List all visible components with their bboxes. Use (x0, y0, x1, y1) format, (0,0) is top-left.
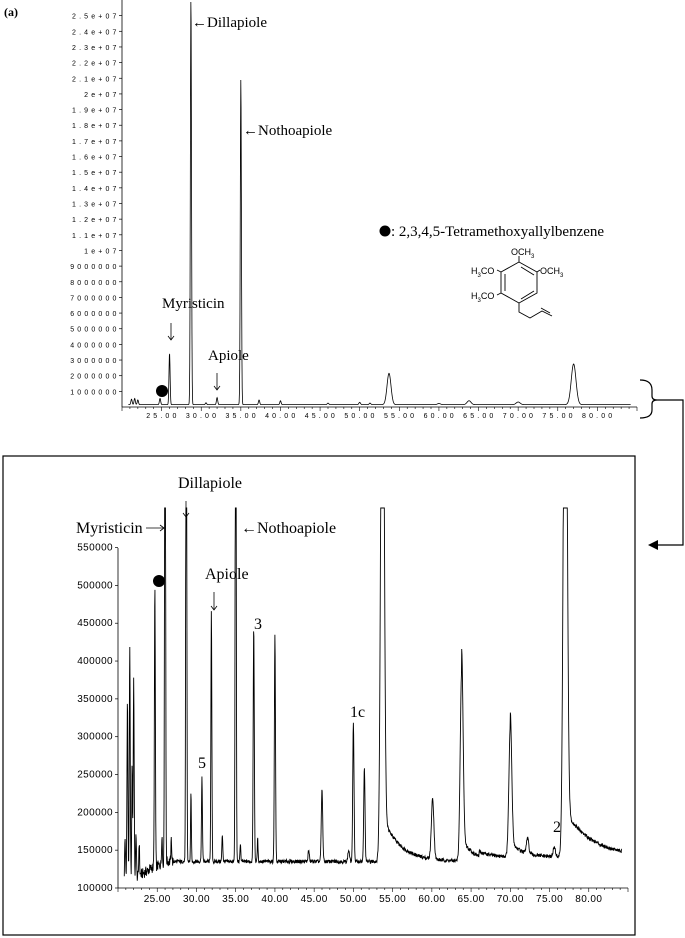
top-y-tick-label: 1 . 4 e + 0 7 (72, 185, 117, 193)
bottom-x-tick-label: 65.00 (457, 894, 485, 905)
bottom-x-tick-label: 50.00 (339, 894, 367, 905)
panel-label: (a) (4, 5, 18, 19)
bottom-x-tick-label: 25.00 (143, 894, 171, 905)
bottom-x-tick-label: 80.00 (575, 894, 603, 905)
top-x-tick-label: 7 0 . 0 0 (502, 413, 534, 420)
top-label-nothoapiole: ←Nothoapiole (243, 123, 333, 139)
top-x-tick-label: 3 0 . 0 0 (185, 413, 217, 420)
top-y-tick-label: 2 . 3 e + 0 7 (72, 44, 117, 52)
top-x-tick-label: 8 0 . 0 0 (582, 413, 613, 420)
chem-left-lower-label: $H_3CO$ (471, 291, 495, 304)
chem-right-upper-label: $OCH_3$ (540, 266, 564, 279)
top-y-tick-label: 2 . 1 e + 0 7 (72, 76, 117, 84)
bottom-label-nothoapiole: ←Nothoapiole (241, 520, 337, 537)
connector-arrowhead (648, 540, 658, 550)
top-y-tick-label: 1 e + 0 7 (84, 248, 117, 256)
bottom-label-1c: 1c (350, 704, 366, 721)
top-x-tick-label: 5 5 . 0 0 (383, 413, 415, 420)
top-y-tick-label: 1 . 9 e + 0 7 (72, 107, 117, 115)
top-label-dillapiole: ←Dillapiole (192, 15, 267, 31)
chem-top-label: $OCH_3$ (511, 247, 535, 260)
top-trace-line (128, 2, 630, 405)
ring-double-bond-2 (521, 267, 534, 275)
chem-left-upper-label: $H_3CO$ (471, 266, 495, 279)
top-y-tick-label: 2 0 0 0 0 0 0 (70, 373, 117, 381)
top-x-tick-label: 3 5 . 0 0 (225, 413, 257, 420)
top-y-tick-label: 1 . 1 e + 0 7 (72, 232, 117, 240)
bottom-y-tick-label: 550000 (77, 542, 113, 554)
bond-left-upper (497, 270, 501, 272)
top-chart (70, 0, 683, 550)
top-y-tick-label: 7 0 0 0 0 0 0 (70, 295, 117, 303)
bottom-y-tick-label: 250000 (77, 769, 113, 781)
top-x-tick-label: 6 0 . 0 0 (423, 413, 455, 420)
top-y-tick-label: 5 0 0 0 0 0 0 (70, 326, 117, 334)
top-y-tick-label: 1 . 2 e + 0 7 (72, 217, 117, 225)
top-y-tick-label: 1 . 8 e + 0 7 (72, 123, 117, 131)
top-y-tick-label: 4 0 0 0 0 0 0 (70, 342, 117, 350)
bottom-y-tick-label: 350000 (77, 693, 113, 705)
bottom-y-tick-label: 450000 (77, 618, 113, 630)
bottom-x-tick-label: 70.00 (496, 894, 524, 905)
legend-marker (380, 226, 391, 237)
legend-text: : 2,3,4,5-Tetramethoxyallylbenzene (391, 224, 605, 240)
top-y-tick-label: 1 0 0 0 0 0 0 (70, 389, 117, 397)
top-y-tick-label: 2 . 4 e + 0 7 (72, 29, 117, 37)
bottom-x-tick-label: 45.00 (300, 894, 328, 905)
top-x-tick-label: 5 0 . 0 0 (344, 413, 376, 420)
top-x-tick-label: 7 5 . 0 0 (542, 413, 574, 420)
bottom-y-tick-label: 100000 (77, 883, 113, 894)
benzene-ring (501, 262, 537, 303)
top-x-tick-label: 4 0 . 0 0 (265, 413, 296, 420)
bottom-label-apiole: Apiole (205, 566, 249, 583)
bottom-x-tick-label: 60.00 (418, 894, 446, 905)
bottom-x-tick-label: 35.00 (222, 894, 250, 905)
bottom-label-2: 2 (553, 819, 561, 836)
bottom-trace-line (124, 508, 621, 881)
bottom-x-tick-label: 75.00 (536, 894, 564, 905)
bottom-x-tick-label: 55.00 (379, 894, 407, 905)
bottom-label-myristicin: Myristicin (76, 520, 143, 537)
bond-left-lower (497, 293, 501, 295)
bottom-y-tick-label: 150000 (77, 845, 113, 857)
top-tetramethoxy-marker (156, 385, 168, 397)
top-y-tick-label: 9 0 0 0 0 0 0 (70, 264, 117, 272)
top-label-apiole: Apiole (208, 348, 249, 364)
connector-line (656, 400, 683, 545)
top-x-tick-label: 6 5 . 0 0 (463, 413, 494, 420)
top-y-tick-label: 8 0 0 0 0 0 0 (70, 279, 117, 287)
chemical-structure (471, 247, 564, 318)
bottom-label-5: 5 (198, 755, 206, 772)
top-y-tick-label: 2 . 2 e + 0 7 (72, 60, 117, 68)
top-y-tick-label: 2 . 5 e + 0 7 (72, 13, 117, 21)
bottom-label-3: 3 (254, 616, 262, 633)
top-x-tick-label: 4 5 . 0 0 (304, 413, 336, 420)
top-label-myristicin: Myristicin (162, 296, 225, 312)
bottom-x-tick-label: 40.00 (261, 894, 289, 905)
top-y-tick-label: 2 e + 0 7 (84, 91, 117, 99)
bottom-x-tick-label: 30.00 (182, 894, 210, 905)
bracket (640, 380, 657, 418)
top-y-tick-label: 1 . 3 e + 0 7 (72, 201, 117, 209)
top-y-tick-label: 1 . 5 e + 0 7 (72, 170, 117, 178)
bottom-y-tick-label: 400000 (77, 656, 113, 668)
allyl-chain (519, 303, 552, 318)
bottom-y-tick-label: 200000 (77, 807, 113, 819)
top-y-tick-label: 1 . 7 e + 0 7 (72, 138, 117, 146)
top-y-tick-label: 6 0 0 0 0 0 0 (70, 311, 117, 319)
bottom-y-tick-label: 500000 (77, 580, 113, 592)
bottom-label-dillapiole: Dillapiole (178, 475, 242, 492)
bottom-chart (76, 475, 628, 905)
top-y-tick-label: 3 0 0 0 0 0 0 (70, 358, 117, 366)
bottom-y-tick-label: 300000 (77, 731, 113, 743)
bottom-tetramethoxy-marker (153, 575, 165, 587)
top-y-tick-label: 1 . 6 e + 0 7 (72, 154, 117, 162)
top-x-tick-label: 2 5 . 0 0 (146, 413, 177, 420)
